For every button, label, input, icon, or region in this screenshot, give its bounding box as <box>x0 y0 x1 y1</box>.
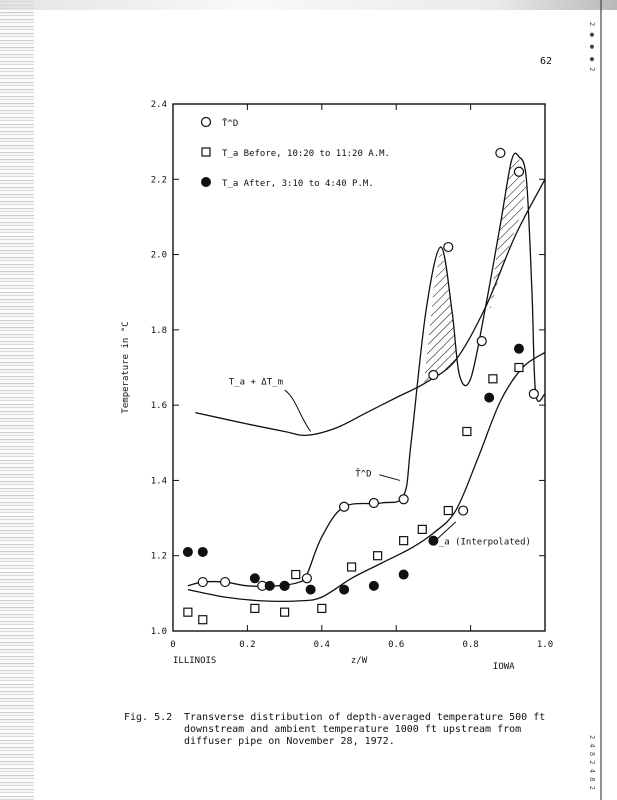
point-ta-after <box>198 547 207 556</box>
caption-text: Transverse distribution of depth-averaged temperature 500 ft downstream and ambient temperature 1000 ft upstream from diffuser pipe on November 28, 1972. <box>184 712 546 747</box>
point-ta-after <box>369 581 378 590</box>
point-ta-after <box>306 585 315 594</box>
point-tbar-d <box>529 389 538 398</box>
label-illinois: ILLINOIS <box>173 656 217 666</box>
point-ta-before <box>292 571 300 579</box>
legend-entry-tbar-d: T̄^D <box>222 119 239 129</box>
curve-tbar-d <box>188 153 545 586</box>
legend-entry-tbar-d-marker <box>202 118 211 127</box>
margin-note-top: 2 ● ● ● 2 <box>588 22 596 72</box>
y-tick-label: 2.4 <box>150 100 167 110</box>
point-ta-before <box>400 537 408 545</box>
point-ta-after <box>514 344 523 353</box>
label-tbar-d: T̄^D <box>355 469 372 480</box>
x-tick-label: 0 <box>170 640 176 650</box>
point-ta-after <box>340 585 349 594</box>
point-ta-before <box>418 525 426 533</box>
point-tbar-d <box>221 578 230 587</box>
label-ta-interpolated: T_a (Interpolated) <box>433 537 531 548</box>
point-tbar-d <box>496 148 505 157</box>
legend-entry-ta-before: T_a Before, 10:20 to 11:20 A.M. <box>222 149 390 159</box>
point-ta-after <box>280 581 289 590</box>
point-tbar-d <box>369 499 378 508</box>
y-tick-label: 1.0 <box>150 627 167 637</box>
page-number: 62 <box>540 56 553 67</box>
x-tick-label: 0.4 <box>313 640 330 650</box>
y-tick-label: 1.6 <box>150 401 167 412</box>
legend-entry-ta-before-marker <box>202 148 210 156</box>
point-ta-before <box>348 563 356 571</box>
point-ta-before <box>489 375 497 383</box>
y-tick-label: 1.4 <box>150 476 167 487</box>
x-tick-label: 0.8 <box>462 640 479 650</box>
x-tick-label: 1.0 <box>536 640 554 650</box>
y-tick-label: 2.2 <box>150 175 167 186</box>
x-tick-label: 0.2 <box>239 640 256 650</box>
x-axis-label: z/W <box>350 656 368 666</box>
x-tick-label: 0.6 <box>388 640 405 650</box>
point-tbar-d <box>399 495 408 504</box>
point-ta-after <box>485 393 494 402</box>
point-ta-before <box>444 507 452 515</box>
point-ta-after <box>183 547 192 556</box>
point-ta-before <box>199 616 207 624</box>
point-ta-before <box>374 552 382 560</box>
point-ta-after <box>265 581 274 590</box>
arrow-ta-plus-delta <box>285 390 311 431</box>
point-ta-before <box>515 364 523 372</box>
y-axis-label: Temperature in °C <box>121 321 131 414</box>
point-tbar-d <box>459 506 468 515</box>
arrow-tbar-d <box>379 475 399 481</box>
y-tick-label: 1.8 <box>150 325 167 336</box>
y-tick-label: 1.2 <box>150 551 167 562</box>
point-ta-before <box>318 604 326 612</box>
legend-entry-ta-after: T_a After, 3:10 to 4:40 P.M. <box>222 179 374 189</box>
point-ta-before <box>463 427 471 435</box>
margin-note-bottom: 2 4 8 2 4 8 2 <box>588 735 596 790</box>
point-ta-after <box>250 574 259 583</box>
point-ta-before <box>251 604 259 612</box>
point-ta-after <box>399 570 408 579</box>
point-tbar-d <box>198 578 207 587</box>
point-tbar-d <box>340 502 349 511</box>
point-tbar-d <box>429 371 438 380</box>
caption-label: Fig. 5.2 <box>124 712 173 723</box>
legend-entry-ta-after-marker <box>202 178 211 187</box>
label-iowa: IOWA <box>492 662 515 672</box>
point-tbar-d <box>302 574 311 583</box>
y-tick-label: 2.0 <box>150 250 167 261</box>
point-ta-before <box>184 608 192 616</box>
label-ta-plus-delta: T_a + ΔT_m <box>228 377 283 388</box>
point-tbar-d <box>514 167 523 176</box>
point-tbar-d <box>477 337 486 346</box>
point-ta-before <box>281 608 289 616</box>
point-tbar-d <box>444 243 453 252</box>
